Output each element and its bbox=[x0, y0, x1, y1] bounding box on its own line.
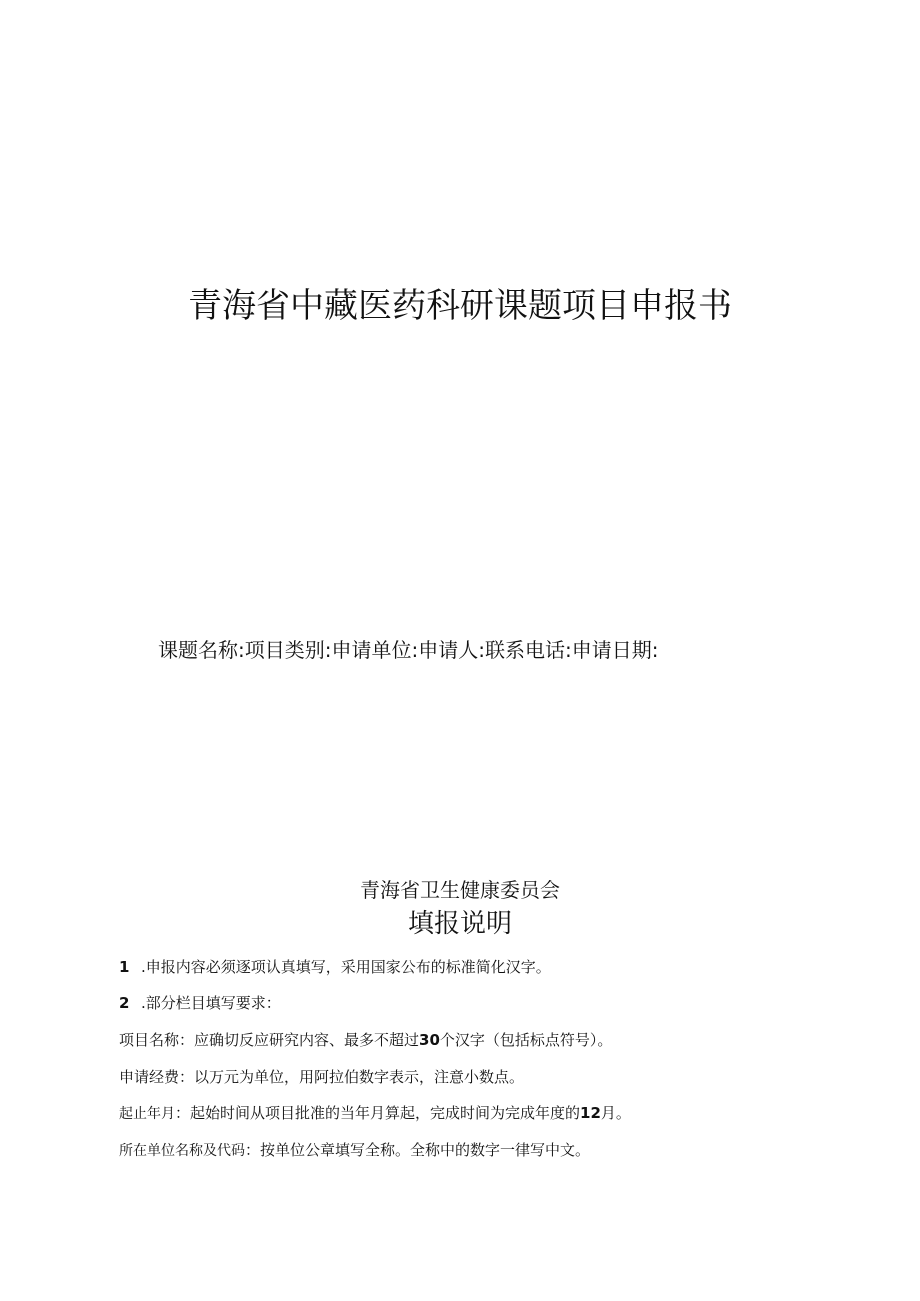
instructions-title: 填报说明 bbox=[407, 909, 512, 939]
rule-key: 所在单位名称及代码 bbox=[119, 1143, 245, 1159]
rule-key: 起止年月 bbox=[119, 1106, 175, 1122]
document-title: 青海省中藏医药科研课题项目申报书 bbox=[188, 286, 732, 326]
rule-text: ：按单位公章填写全称。全称中的数字一律写中文。 bbox=[245, 1141, 591, 1159]
rule-text-post: 个汉字（包括标点符号）。 bbox=[439, 1031, 613, 1049]
rule-key: 项目名称 bbox=[119, 1031, 180, 1049]
instruction-number: 1 bbox=[119, 958, 130, 976]
instruction-item-1 bbox=[119, 956, 551, 978]
instruction-item-2 bbox=[119, 992, 281, 1014]
rule-key: 申请经费 bbox=[119, 1068, 180, 1086]
rule-text-pre: ：应确切反应研究内容、最多不超过 bbox=[179, 1031, 420, 1049]
issuing-organization: 青海省卫生健康委员会 bbox=[360, 878, 560, 902]
rule-period bbox=[119, 1102, 631, 1125]
rule-text: ：以万元为单位，用阿拉伯数字表示，注意小数点。 bbox=[179, 1068, 525, 1086]
rule-text-post: 月。 bbox=[600, 1104, 631, 1122]
rule-project-name bbox=[119, 1029, 612, 1051]
rule-number: 12 bbox=[580, 1104, 601, 1122]
rule-number: 30 bbox=[419, 1031, 440, 1049]
instruction-number: 2 bbox=[119, 994, 130, 1012]
cover-fields-line: 课题名称:项目类别:申请单位:申请人:联系电话:申请日期: bbox=[158, 638, 659, 662]
rule-text-pre: ：起始时间从项目批准的当年月算起，完成时间为完成年度的 bbox=[175, 1104, 581, 1122]
rule-unit-name bbox=[119, 1139, 590, 1162]
instruction-text: .部分栏目填写要求： bbox=[141, 994, 281, 1012]
instruction-text: .申报内容必须逐项认真填写，采用国家公布的标准简化汉字。 bbox=[141, 958, 551, 976]
rule-funding bbox=[119, 1066, 524, 1088]
